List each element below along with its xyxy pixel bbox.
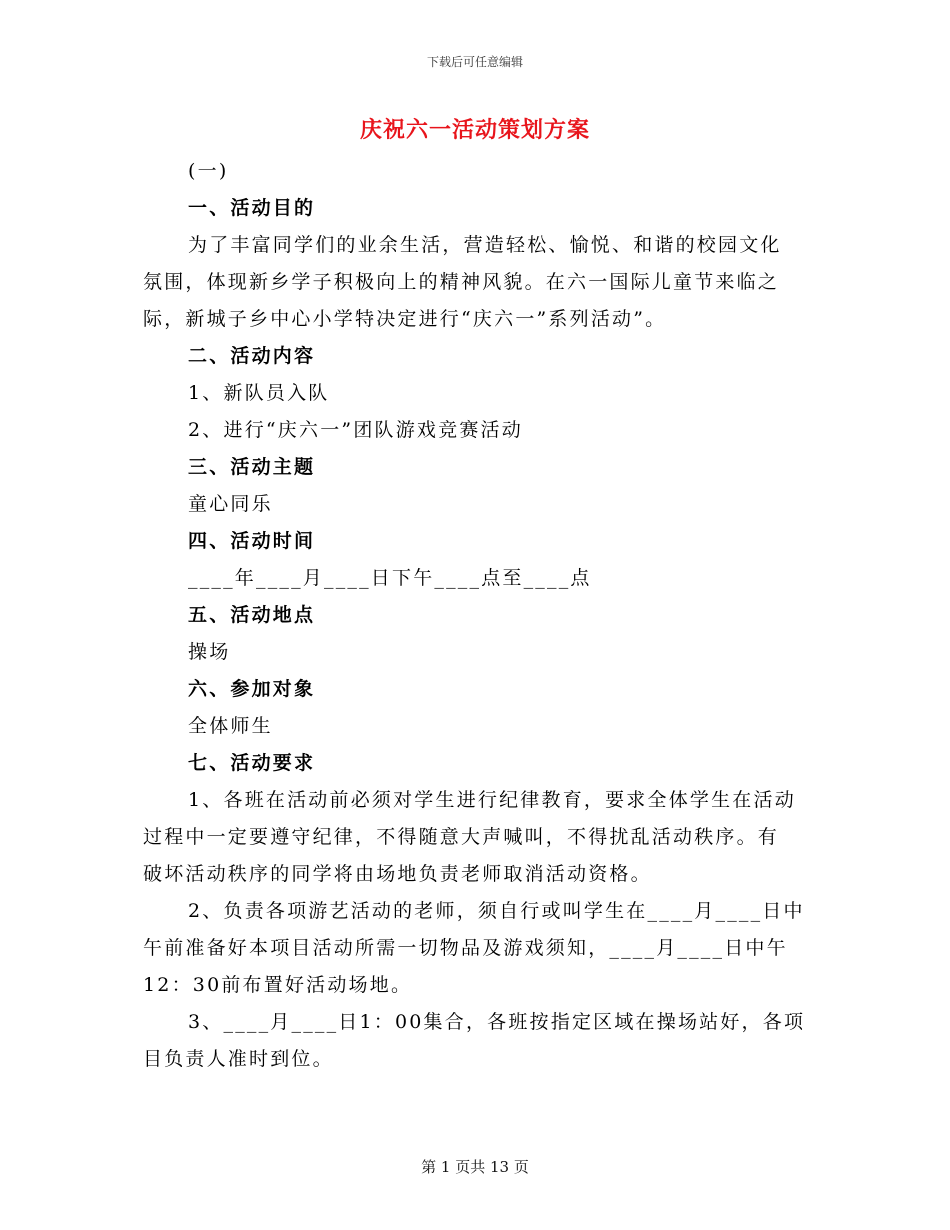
body-text-line: 全体师生	[188, 715, 273, 737]
page-header: 下载后可任意编辑	[426, 55, 523, 69]
body-text-line: 破坏活动秩序的同学将由场地负责老师取消活动资格。	[143, 863, 652, 885]
section-heading: 五、活动地点	[188, 604, 316, 626]
body-text-line: 目负责人准时到位。	[143, 1048, 334, 1070]
body-text-line: 2、负责各项游艺活动的老师，须自行或叫学生在____月____日中	[188, 900, 805, 922]
body-text-line: 午前准备好本项目活动所需一切物品及游戏须知，____月____日中午	[143, 937, 788, 959]
section-heading: 四、活动时间	[188, 530, 316, 552]
section-heading: 六、参加对象	[188, 678, 316, 700]
page-footer: 第 1 页共 13 页	[421, 1158, 529, 1176]
body-text-line: (一)	[188, 160, 229, 182]
body-text-line: ____年____月____日下午____点至____点	[188, 567, 592, 589]
body-text-line: 为了丰富同学们的业余生活，营造轻松、愉悦、和谐的校园文化	[188, 234, 782, 256]
body-text-line: 童心同乐	[188, 493, 273, 515]
body-text-line: 操场	[188, 641, 231, 663]
document-body	[143, 153, 808, 1078]
section-heading: 一、活动目的	[188, 197, 316, 219]
section-heading: 七、活动要求	[188, 752, 316, 774]
body-text-line: 氛围，体现新乡学子积极向上的精神风貌。在六一国际儿童节来临之	[143, 271, 780, 293]
body-text-line: 2、进行“庆六一”团队游戏竞赛活动	[188, 419, 523, 441]
body-text-line: 过程中一定要遵守纪律，不得随意大声喊叫，不得扰乱活动秩序。有	[143, 826, 780, 848]
body-text-line: 1、新队员入队	[188, 382, 330, 404]
body-text-line: 1、各班在活动前必须对学生进行纪律教育，要求全体学生在活动	[188, 789, 796, 811]
body-text-line: 3、____月____日1：00集合，各班按指定区域在操场站好，各项	[188, 1011, 806, 1033]
body-text-line: 际，新城子乡中心小学特决定进行“庆六一”系列活动”。	[143, 308, 667, 330]
section-heading: 三、活动主题	[188, 456, 316, 478]
document-title: 庆祝六一活动策划方案	[359, 117, 590, 143]
body-text-line: 12：30前布置好活动场地。	[143, 974, 413, 996]
section-heading: 二、活动内容	[188, 345, 316, 367]
